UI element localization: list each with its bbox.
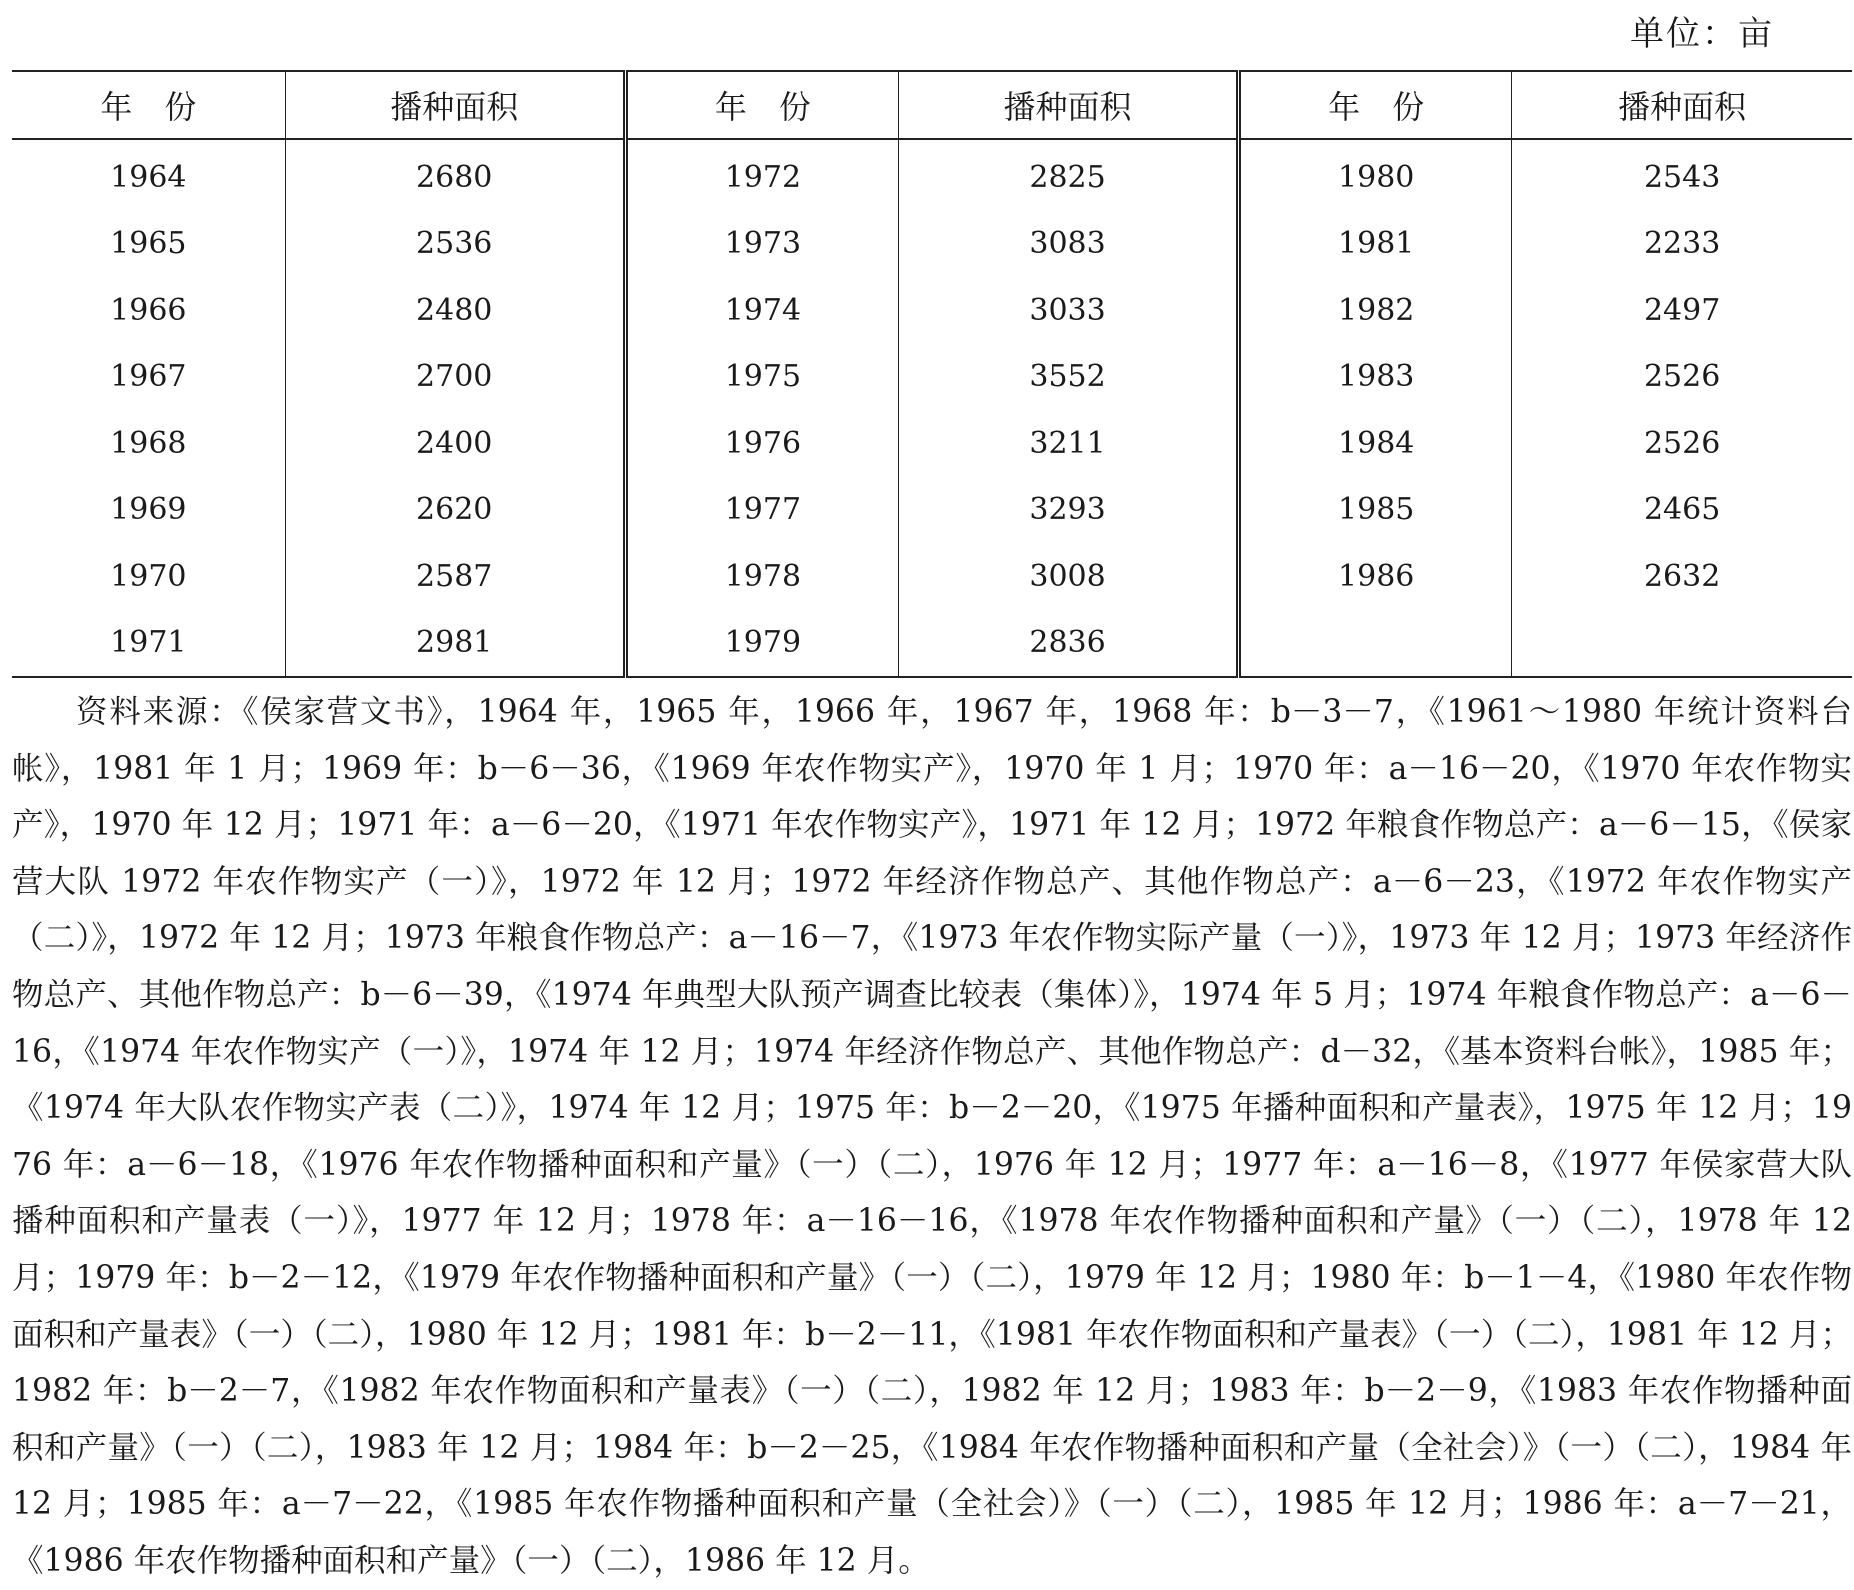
cell-area: 2536 bbox=[285, 211, 625, 278]
cell-area: 2700 bbox=[285, 344, 625, 411]
cell-year: 1976 bbox=[625, 410, 898, 477]
cell-area: 2526 bbox=[1643, 359, 1721, 395]
header-area-3: 播种面积 bbox=[1512, 71, 1852, 139]
source-note: 资料来源：《侯家营文书》，1964 年，1965 年，1966 年，1967 年，1968 年：b－3－7，《1961～1980 年统计资料台帐》，1981 年 1 月；1969 年：b－6－36，《1969 年农作物实产》，1970 年 1 月；1970 年：a－16－20，《1970 年农作物实产》，1970 年 12 月；1971 年：a－6－20，《1971 年农作物实产》，1971 年 12 月；1972 年粮食作物总产：a－6－15，《侯家营大队 1972 年农作物实产（一）》，1972 年 12 月；1972 年经济作物总产、其他作物总产：a－6－23，《1972 年农作物实产（二）》，1972 年 12 月；1973 年粮食作物总产：a－16－7，《1973 年农作物实际产量（一）》，1973 年 12 月；1973 年经济作物总产、其他作物总产：b－6－39，《1974 年典型大队预产调查比较表（集体）》，1974 年 5 月；1974 年粮食作物总产：a－6－16，《1974 年农作物实产（一）》，1974 年 12 月；1974 年经济作物总产、其他作物总产：d－32，《基本资料台帐》，1985 年；《1974 年大队农作物实产表（二）》，1974 年 12 月；1975 年：b－2－20，《1975 年播种面积和产量表》，1975 年 12 月；1976 年：a－6－18，《1976 年农作物播种面积和产量》（一）（二），1976 年 12 月；1977 年：a－16－8，《1977 年侯家营大队播种面积和产量表（一）》，1977 年 12 月；1978 年：a－16－16，《1978 年农作物播种面积和产量》（一）（二），1978 年 12 月；1979 年：b－2－12，《1979 年农作物播种面积和产量》（一）（二），1979 年 12 月；1980 年：b－1－4，《1980 年农作物面积和产量表》（一）（二），1980 年 12 月；1981 年：b－2－11，《1981 年农作物面积和产量表》（一）（二），1981 年 12 月；1982 年：b－2－7，《1982 年农作物面积和产量表》（一）（二），1982 年 12 月；1983 年：b－2－9，《1983 年农作物播种面积和产量》（一）（二），1983 年 12 月；1984 年：b－2－25，《1984 年农作物播种面积和产量（全社会）》（一）（二），1984 年 12 月；1985 年：a－7－22，《1985 年农作物播种面积和产量（全社会）》（一）（二），1985 年 12 月；1986 年：a－7－21，《1986 年农作物播种面积和产量》（一）（二），1986 年 12 月。 bbox=[12, 694, 1852, 1579]
sown-area-table bbox=[12, 70, 1852, 678]
header-area-2: 播种面积 bbox=[898, 71, 1238, 139]
cell-area: 2587 bbox=[285, 543, 625, 610]
table-row bbox=[12, 543, 1852, 610]
table-row bbox=[12, 211, 1852, 278]
cell-area: 2836 bbox=[898, 610, 1238, 678]
table-row bbox=[12, 610, 1852, 678]
cell-year: 1982 bbox=[1239, 277, 1512, 344]
cell-year: 1984 bbox=[1239, 410, 1512, 477]
cell-area: 2680 bbox=[285, 139, 625, 211]
cell-year: 1986 bbox=[1239, 543, 1512, 610]
cell-area: 2465 bbox=[1643, 492, 1721, 528]
cell-area bbox=[1512, 610, 1852, 678]
cell-area: 2497 bbox=[1643, 292, 1721, 328]
cell-area: 2632 bbox=[1643, 558, 1721, 594]
cell-area: 2400 bbox=[285, 410, 625, 477]
cell-year: 1981 bbox=[1239, 211, 1512, 278]
cell-area: 3552 bbox=[898, 344, 1238, 411]
table-row bbox=[12, 139, 1852, 211]
cell-year: 1983 bbox=[1239, 344, 1512, 411]
cell-year: 1974 bbox=[625, 277, 898, 344]
cell-area: 2526 bbox=[1643, 425, 1721, 461]
header-year-3: 年 份 bbox=[1239, 71, 1512, 139]
header-year-2: 年 份 bbox=[625, 71, 898, 139]
table-row bbox=[12, 410, 1852, 477]
header-area-1: 播种面积 bbox=[285, 71, 625, 139]
table-row bbox=[12, 477, 1852, 544]
table-body bbox=[12, 139, 1852, 677]
cell-area: 3211 bbox=[898, 410, 1238, 477]
unit-label: 单位：亩 bbox=[1630, 14, 1774, 54]
cell-year: 1978 bbox=[625, 543, 898, 610]
cell-area: 2543 bbox=[1643, 159, 1721, 195]
cell-area: 3033 bbox=[898, 277, 1238, 344]
header-year-1: 年 份 bbox=[12, 71, 285, 139]
cell-area: 2620 bbox=[285, 477, 625, 544]
cell-year: 1975 bbox=[625, 344, 898, 411]
cell-year: 1969 bbox=[12, 477, 285, 544]
cell-year bbox=[1239, 610, 1512, 678]
cell-year: 1970 bbox=[12, 543, 285, 610]
cell-area: 3083 bbox=[898, 211, 1238, 278]
cell-year: 1968 bbox=[12, 410, 285, 477]
cell-year: 1985 bbox=[1239, 477, 1512, 544]
cell-year: 1971 bbox=[12, 610, 285, 678]
cell-area: 3008 bbox=[898, 543, 1238, 610]
cell-year: 1965 bbox=[12, 211, 285, 278]
cell-year: 1967 bbox=[12, 344, 285, 411]
cell-area: 2981 bbox=[285, 610, 625, 678]
cell-area: 2825 bbox=[898, 139, 1238, 211]
cell-year: 1977 bbox=[625, 477, 898, 544]
cell-area: 2233 bbox=[1643, 226, 1721, 262]
cell-year: 1966 bbox=[12, 277, 285, 344]
cell-year: 1980 bbox=[1239, 139, 1512, 211]
table-row bbox=[12, 277, 1852, 344]
cell-area: 3293 bbox=[898, 477, 1238, 544]
table-header-row bbox=[12, 71, 1852, 139]
cell-year: 1979 bbox=[625, 610, 898, 678]
cell-year: 1972 bbox=[625, 139, 898, 211]
cell-year: 1973 bbox=[625, 211, 898, 278]
cell-year: 1964 bbox=[12, 139, 285, 211]
cell-area: 2480 bbox=[285, 277, 625, 344]
table-row bbox=[12, 344, 1852, 411]
